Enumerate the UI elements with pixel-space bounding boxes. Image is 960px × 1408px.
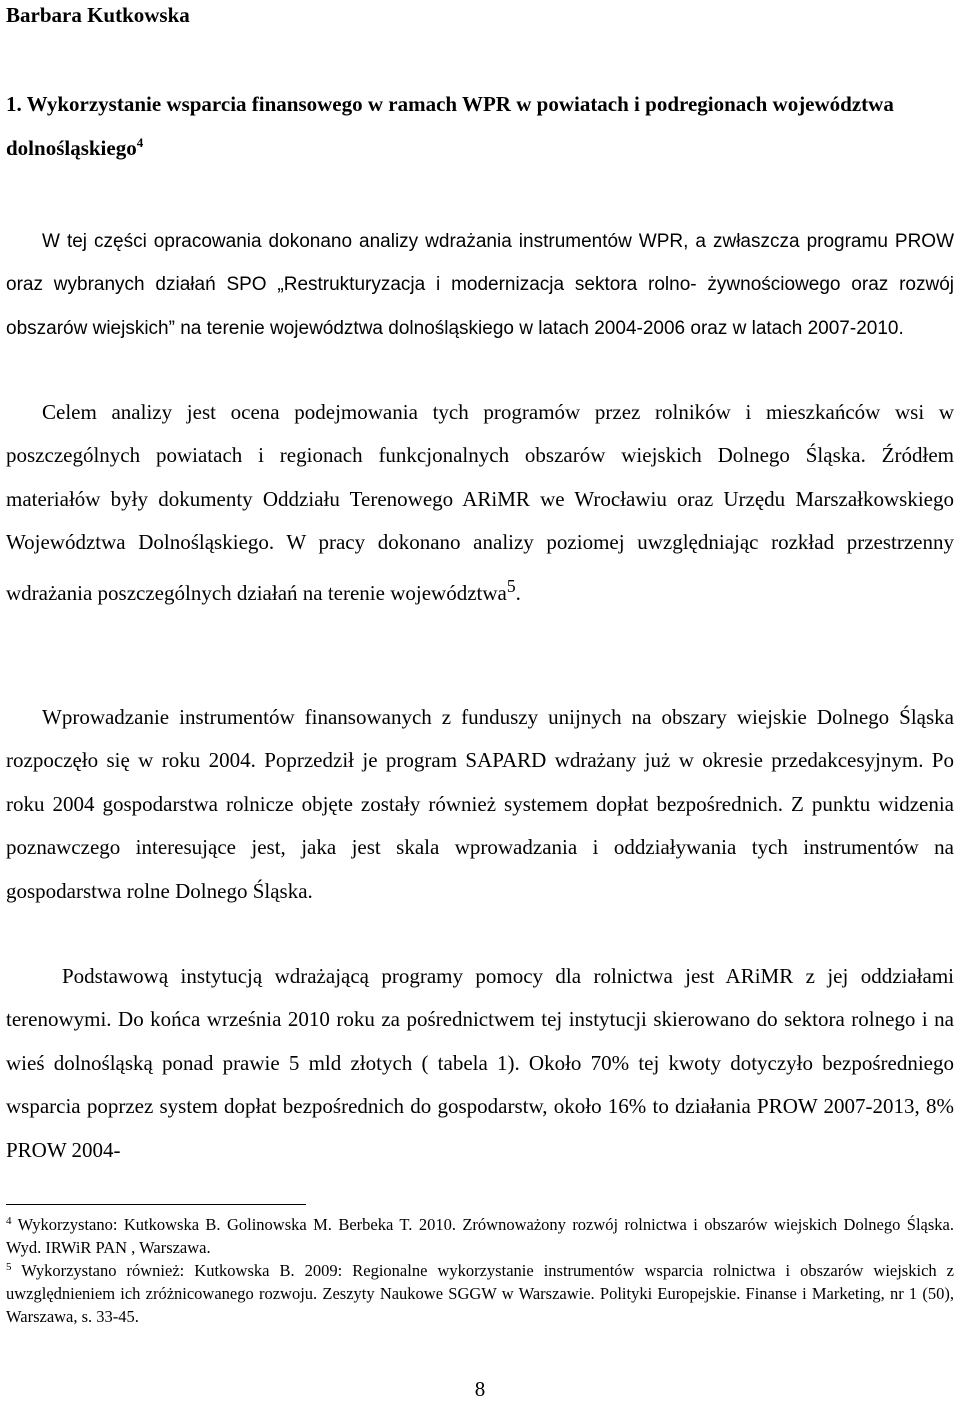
paragraph-aim [6, 391, 954, 615]
footnote-text: Wykorzystano: Kutkowska B. Golinowska M. Berbeka T. 2010. Zrównoważony rozwój rolnictwa i obszarów wiejskich Dolnego Śląska. Wyd. IRWiR PAN , Warszawa. [6, 1215, 954, 1257]
paragraph-instruments [6, 696, 954, 913]
footnote-4 [6, 1213, 954, 1259]
author-name: Barbara Kutkowska [6, 3, 190, 27]
section-title: Wykorzystanie wsparcia finansowego w ramach WPR w powiatach i podregionach województwa dolnośląskiego [6, 92, 894, 160]
paragraph-text: Podstawową instytucją wdrażającą programy pomocy dla rolnictwa jest ARiMR z jej oddziałami terenowymi. Do końca września 2010 roku za pośrednictwem tej instytucji skierowano do sektora rolnego i na wieś dolnośląską ponad prawie 5 mld złotych ( tabela 1). Około 70% tej kwoty dotyczyło bezpośredniego wsparcia poprzez system dopłat bezpośrednich do gospodarstw, około 16% to działania PROW 2007-2013, 8% PROW 2004- [6, 964, 954, 1162]
paragraph-text: W tej części opracowania dokonano analizy wdrażania instrumentów WPR, a zwłaszcza programu PROW oraz wybranych działań SPO „Restrukturyzacja i modernizacja sektora rolno- żywnościowego oraz rozwój obszarów wiejskich” na terenie województwa dolnośląskiego w latach 2004-2006 oraz w latach 2007-2010. [6, 231, 954, 339]
paragraph-text [6, 391, 954, 615]
footnote-ref-5[interactable]: 5 [506, 575, 516, 596]
footnote-ref-4[interactable]: 4 [136, 135, 144, 150]
footnotes [6, 1213, 954, 1328]
paragraph-arimr [6, 955, 954, 1172]
paragraph-text-body: Celem analizy jest ocena podejmowania tych programów przez rolników i mieszkańców wsi w poszczególnych powiatach i regionach funkcjonalnych obszarów wiejskich Dolnego Śląska. Źródłem materiałów były dokumenty Oddziału Terenowego ARiMR we Wrocławiu oraz Urzędu Marszałkowskiego Województwa Dolnośląskiego. W pracy dokonano analizy poziomej uwzględniając rozkład przestrzenny wdrażania poszczególnych działań na terenie województwa [6, 400, 954, 605]
paragraph-text-end: . [515, 580, 521, 605]
section-number: 1. [6, 92, 22, 116]
footnote-separator [6, 1204, 306, 1205]
page-number: 8 [474, 1377, 486, 1401]
paragraph-intro [6, 220, 954, 350]
footnote-text: Wykorzystano również: Kutkowska B. 2009: Regionalne wykorzystanie instrumentów wsparcia rolnictwa i obszarów wiejskich z uwzględnieniem ich zróżnicowanego rozwoju. Zeszyty Naukowe SGGW w Warszawie. Polityki Europejskie. Finanse i Marketing, nr 1 (50), Warszawa, s. 33-45. [6, 1261, 954, 1326]
paragraph-text: Wprowadzanie instrumentów finansowanych z funduszy unijnych na obszary wiejskie Dolnego Śląska rozpoczęło się w roku 2004. Poprzedził je program SAPARD wdrażany już w okresie przedakcesyjnym. Po roku 2004 gospodarstwa rolnicze objęte zostały również systemem dopłat bezpośrednich. Z punktu widzenia poznawczego interesujące jest, jaka jest skala wprowadzania i oddziaływania tych instrumentów na gospodarstwa rolne Dolnego Śląska. [6, 705, 954, 903]
document-page [6, 0, 954, 1408]
footnote-number: 5 [6, 1261, 12, 1273]
footnote-5 [6, 1259, 954, 1328]
section-heading [6, 82, 954, 170]
footnote-number: 4 [6, 1215, 12, 1227]
